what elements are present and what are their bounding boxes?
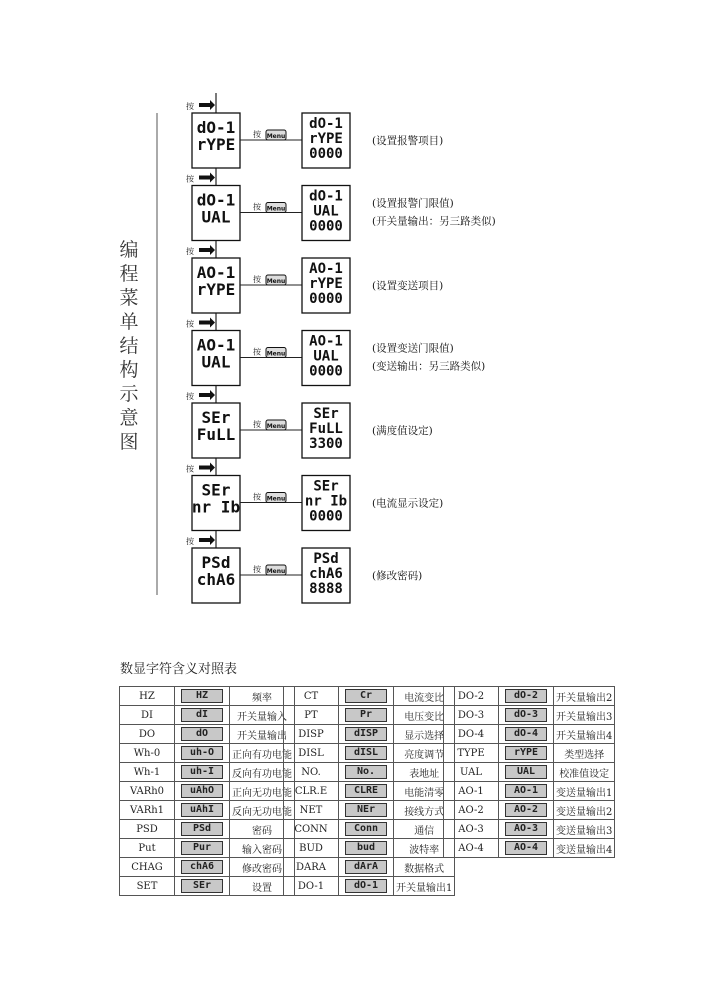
legend-code: BUD xyxy=(284,839,339,858)
legend-row xyxy=(120,706,295,725)
legend-desc: 电能清零 xyxy=(394,782,455,801)
press-label: 按 xyxy=(186,247,194,256)
legend-desc: 修改密码 xyxy=(230,858,295,877)
legend-code: HZ xyxy=(120,687,175,706)
legend-row xyxy=(120,763,295,782)
legend-row xyxy=(120,877,295,896)
legend-row xyxy=(444,744,615,763)
lcd-result-line: dO-1 xyxy=(309,188,343,205)
legend-row xyxy=(284,782,455,801)
legend-symbol-cell xyxy=(339,801,394,820)
legend-symbol: uAhI xyxy=(181,803,223,817)
lcd-line: dO-1 xyxy=(196,118,236,137)
legend-desc: 类型选择 xyxy=(554,744,615,763)
menu-key-label: Menu xyxy=(266,423,286,430)
legend-row xyxy=(444,725,615,744)
legend-desc: 变送量输出2 xyxy=(554,801,615,820)
lcd-line: chA6 xyxy=(196,570,236,589)
legend-desc: 反向有功电能 xyxy=(230,763,295,782)
legend-code: VARh0 xyxy=(120,782,175,801)
lcd-result-line: PSd xyxy=(313,551,339,567)
legend-row xyxy=(444,782,615,801)
legend-symbol-cell xyxy=(499,706,554,725)
legend-row xyxy=(284,820,455,839)
lcd-result-line: 0000 xyxy=(309,146,343,162)
legend-code: DO-2 xyxy=(444,687,499,706)
legend-symbol-cell xyxy=(339,744,394,763)
legend-desc: 显示选择 xyxy=(394,725,455,744)
legend-row xyxy=(120,801,295,820)
lcd-result-line: 0000 xyxy=(309,291,343,307)
step-note: (开关量输出：另三路类似) xyxy=(372,215,496,228)
legend-desc: 亮度调节 xyxy=(394,744,455,763)
legend-symbol: Cr xyxy=(345,689,387,703)
legend-symbol: dISL xyxy=(345,746,387,760)
legend-desc: 电压变比 xyxy=(394,706,455,725)
flow-title: 编程菜单结构示意图 xyxy=(119,239,139,453)
lcd-line: SEr xyxy=(201,480,231,500)
legend-row xyxy=(444,820,615,839)
lcd-result-line: AO-1 xyxy=(309,261,343,277)
legend-symbol: SEr xyxy=(181,879,223,893)
press-label: 按 xyxy=(253,202,261,212)
step-note: (满度值设定) xyxy=(372,425,433,437)
legend-code: CT xyxy=(284,687,339,706)
press-label: 按 xyxy=(253,347,261,357)
press-label: 按 xyxy=(186,174,194,184)
lcd-result-line: 0000 xyxy=(309,218,343,235)
legend-desc: 设置 xyxy=(230,877,295,896)
legend-code: Wh-0 xyxy=(120,744,175,763)
step-note: (变送输出：另三路类似) xyxy=(372,360,486,373)
legend-code: DO-3 xyxy=(444,706,499,725)
menu-key-label: Menu xyxy=(266,133,286,140)
legend-symbol: PSd xyxy=(181,822,223,836)
arrow-icon xyxy=(199,390,215,400)
press-label: 按 xyxy=(253,130,261,139)
legend-symbol-cell xyxy=(499,839,554,858)
legend-title: 数显字符含义对照表 xyxy=(120,662,238,677)
legend-row xyxy=(120,839,295,858)
legend-symbol: uAhO xyxy=(181,784,223,798)
lcd-result-line: FuLL xyxy=(309,421,343,437)
press-label: 按 xyxy=(186,464,194,474)
menu-key-label: Menu xyxy=(266,568,286,575)
legend-symbol-cell xyxy=(175,820,230,839)
lcd-result-line: SEr xyxy=(313,406,339,422)
legend-desc: 开关量输入 xyxy=(230,706,295,725)
legend-desc: 开关量输出 xyxy=(230,725,295,744)
step-note: (修改密码) xyxy=(372,570,423,582)
lcd-line: AO-1 xyxy=(196,263,236,282)
legend-code: DARA xyxy=(284,858,339,877)
legend-row xyxy=(284,858,455,877)
menu-key-label: Menu xyxy=(266,495,286,503)
legend-symbol: uh-O xyxy=(181,746,223,760)
lcd-result-line: 0000 xyxy=(309,363,343,380)
legend-row xyxy=(444,706,615,725)
lcd-line: FuLL xyxy=(196,425,236,444)
lcd-result-line: rYPE xyxy=(309,131,343,147)
legend-row xyxy=(120,820,295,839)
legend-symbol-cell xyxy=(175,687,230,706)
legend-desc: 接线方式 xyxy=(394,801,455,820)
legend-symbol-cell xyxy=(499,782,554,801)
lcd-line: PSd xyxy=(201,553,231,572)
legend-symbol: uh-I xyxy=(181,765,223,779)
legend-row xyxy=(444,839,615,858)
legend-desc: 输入密码 xyxy=(230,839,295,858)
step-note: (设置报警门限值) xyxy=(372,197,454,210)
press-label: 按 xyxy=(186,537,194,546)
legend-code: CHAG xyxy=(120,858,175,877)
legend-code: AO-1 xyxy=(444,782,499,801)
legend-symbol-cell xyxy=(175,801,230,820)
press-label: 按 xyxy=(253,492,261,502)
legend-symbol: NEr xyxy=(345,803,387,817)
press-label: 按 xyxy=(186,392,194,401)
legend-row xyxy=(120,687,295,706)
step-note: (设置变送项目) xyxy=(372,280,444,292)
lcd-line: UAL xyxy=(201,352,231,372)
legend-desc: 开关量输出1 xyxy=(394,877,455,896)
step-note: (设置报警项目) xyxy=(372,135,444,147)
legend-row xyxy=(120,782,295,801)
legend-symbol-cell xyxy=(339,839,394,858)
legend-symbol: No. xyxy=(345,765,387,779)
legend-code: NET xyxy=(284,801,339,820)
legend-symbol: dO-2 xyxy=(505,689,547,703)
legend-symbol: Conn xyxy=(345,822,387,836)
legend-desc: 正向无功电能 xyxy=(230,782,295,801)
legend-symbol: dArA xyxy=(345,860,387,874)
legend-symbol: dI xyxy=(181,708,223,722)
legend-symbol: AO-2 xyxy=(505,803,547,817)
legend-code: DO-1 xyxy=(284,877,339,896)
legend-row xyxy=(444,763,615,782)
legend-symbol: rYPE xyxy=(505,746,547,760)
legend-row xyxy=(284,801,455,820)
legend-symbol-cell xyxy=(339,820,394,839)
legend-row xyxy=(120,744,295,763)
legend-desc: 变送量输出3 xyxy=(554,820,615,839)
legend-symbol-cell xyxy=(339,687,394,706)
legend-row xyxy=(284,725,455,744)
legend-desc: 变送量输出1 xyxy=(554,782,615,801)
legend-desc: 正向有功电能 xyxy=(230,744,295,763)
legend-code: DISL xyxy=(284,744,339,763)
arrow-icon xyxy=(199,535,215,545)
legend-desc: 电流变比 xyxy=(394,687,455,706)
legend-symbol: dO-4 xyxy=(505,727,547,741)
legend-row xyxy=(284,839,455,858)
legend-code: CONN xyxy=(284,820,339,839)
legend-code: DI xyxy=(120,706,175,725)
legend-symbol-cell xyxy=(339,858,394,877)
press-label: 按 xyxy=(253,420,261,429)
legend-row xyxy=(120,725,295,744)
lcd-line: SEr xyxy=(201,408,231,427)
legend-desc: 变送量输出4 xyxy=(554,839,615,858)
legend-symbol-cell xyxy=(339,725,394,744)
legend-code: AO-4 xyxy=(444,839,499,858)
legend-code: Wh-1 xyxy=(120,763,175,782)
legend-symbol-cell xyxy=(175,877,230,896)
menu-key-label: Menu xyxy=(266,278,286,285)
legend-symbol-cell xyxy=(499,687,554,706)
legend-symbol: dO-1 xyxy=(345,879,387,893)
lcd-result-line: UAL xyxy=(313,203,339,220)
legend-symbol-cell xyxy=(499,725,554,744)
legend-table-3 xyxy=(443,686,615,858)
legend-code: UAL xyxy=(444,763,499,782)
legend-row xyxy=(284,763,455,782)
legend-code: PT xyxy=(284,706,339,725)
arrow-icon xyxy=(199,463,215,473)
lcd-result-line: rYPE xyxy=(309,276,343,292)
lcd-result-line: 8888 xyxy=(309,581,343,597)
legend-symbol: AO-1 xyxy=(505,784,547,798)
legend-symbol: dO xyxy=(181,727,223,741)
legend-symbol: CLRE xyxy=(345,784,387,798)
lcd-result-line: AO-1 xyxy=(309,333,343,350)
step-note: (设置变送门限值) xyxy=(372,342,454,355)
legend-symbol-cell xyxy=(175,782,230,801)
press-label: 按 xyxy=(186,102,194,111)
legend-desc: 数据格式 xyxy=(394,858,455,877)
legend-code: DO xyxy=(120,725,175,744)
legend-symbol-cell xyxy=(175,858,230,877)
legend-code: Put xyxy=(120,839,175,858)
legend-symbol-cell xyxy=(499,820,554,839)
legend-code: CLR.E xyxy=(284,782,339,801)
legend-code: AO-3 xyxy=(444,820,499,839)
legend-desc: 表地址 xyxy=(394,763,455,782)
legend-desc: 密码 xyxy=(230,820,295,839)
legend-symbol: Pr xyxy=(345,708,387,722)
legend-symbol: AO-3 xyxy=(505,822,547,836)
lcd-line: rYPE xyxy=(196,280,236,299)
lcd-line: nr Ib xyxy=(191,497,241,517)
legend-symbol-cell xyxy=(175,839,230,858)
arrow-icon xyxy=(199,245,215,255)
legend-symbol-cell xyxy=(339,782,394,801)
legend-row xyxy=(444,801,615,820)
legend-code: NO. xyxy=(284,763,339,782)
legend-symbol-cell xyxy=(175,744,230,763)
legend-desc: 频率 xyxy=(230,687,295,706)
legend-symbol: bud xyxy=(345,841,387,855)
legend-code: VARh1 xyxy=(120,801,175,820)
legend-row xyxy=(284,744,455,763)
press-label: 按 xyxy=(186,319,194,329)
legend-row xyxy=(284,706,455,725)
legend-table-2 xyxy=(283,686,455,896)
legend-symbol-cell xyxy=(339,706,394,725)
legend-symbol-cell xyxy=(339,763,394,782)
lcd-line: UAL xyxy=(201,207,231,227)
legend-symbol-cell xyxy=(499,801,554,820)
legend-symbol-cell xyxy=(339,877,394,896)
lcd-line: AO-1 xyxy=(196,335,236,355)
legend-code: DISP xyxy=(284,725,339,744)
legend-symbol: dO-3 xyxy=(505,708,547,722)
legend-desc: 波特率 xyxy=(394,839,455,858)
legend-symbol-cell xyxy=(175,725,230,744)
legend-symbol-cell xyxy=(499,763,554,782)
legend-symbol: AO-4 xyxy=(505,841,547,855)
legend-code: AO-2 xyxy=(444,801,499,820)
legend-row xyxy=(284,877,455,896)
legend-desc: 开关量输出2 xyxy=(554,687,615,706)
legend-symbol: dISP xyxy=(345,727,387,741)
lcd-line: dO-1 xyxy=(196,190,236,210)
arrow-icon xyxy=(199,100,215,110)
legend-row xyxy=(444,687,615,706)
legend-code: SET xyxy=(120,877,175,896)
arrow-icon xyxy=(199,318,215,328)
menu-key-label: Menu xyxy=(266,205,286,213)
legend-desc: 反向无功电能 xyxy=(230,801,295,820)
lcd-result-line: 3300 xyxy=(309,436,343,452)
legend-symbol: Pur xyxy=(181,841,223,855)
legend-table-1 xyxy=(119,686,295,896)
legend-desc: 通信 xyxy=(394,820,455,839)
legend-symbol-cell xyxy=(175,763,230,782)
legend-code: DO-4 xyxy=(444,725,499,744)
menu-key-label: Menu xyxy=(266,350,286,358)
legend-symbol-cell xyxy=(499,744,554,763)
legend-symbol: HZ xyxy=(181,689,223,703)
legend-symbol: chA6 xyxy=(181,860,223,874)
legend-desc: 开关量输出3 xyxy=(554,706,615,725)
lcd-line: rYPE xyxy=(196,135,236,154)
step-note: (电流显示设定) xyxy=(372,497,444,510)
press-label: 按 xyxy=(253,565,261,574)
legend-symbol-cell xyxy=(175,706,230,725)
legend-desc: 校准值设定 xyxy=(554,763,615,782)
lcd-result-line: 0000 xyxy=(309,508,343,525)
legend-desc: 开关量输出4 xyxy=(554,725,615,744)
lcd-result-line: SEr xyxy=(313,478,339,495)
lcd-result-line: nr Ib xyxy=(304,493,348,510)
legend-row xyxy=(120,858,295,877)
legend-row xyxy=(284,687,455,706)
lcd-result-line: chA6 xyxy=(309,566,343,582)
lcd-result-line: UAL xyxy=(313,348,339,365)
legend-code: PSD xyxy=(120,820,175,839)
legend-symbol: UAL xyxy=(505,765,547,779)
legend-code: TYPE xyxy=(444,744,499,763)
arrow-icon xyxy=(199,173,215,183)
lcd-result-line: dO-1 xyxy=(309,116,343,132)
press-label: 按 xyxy=(253,275,261,284)
